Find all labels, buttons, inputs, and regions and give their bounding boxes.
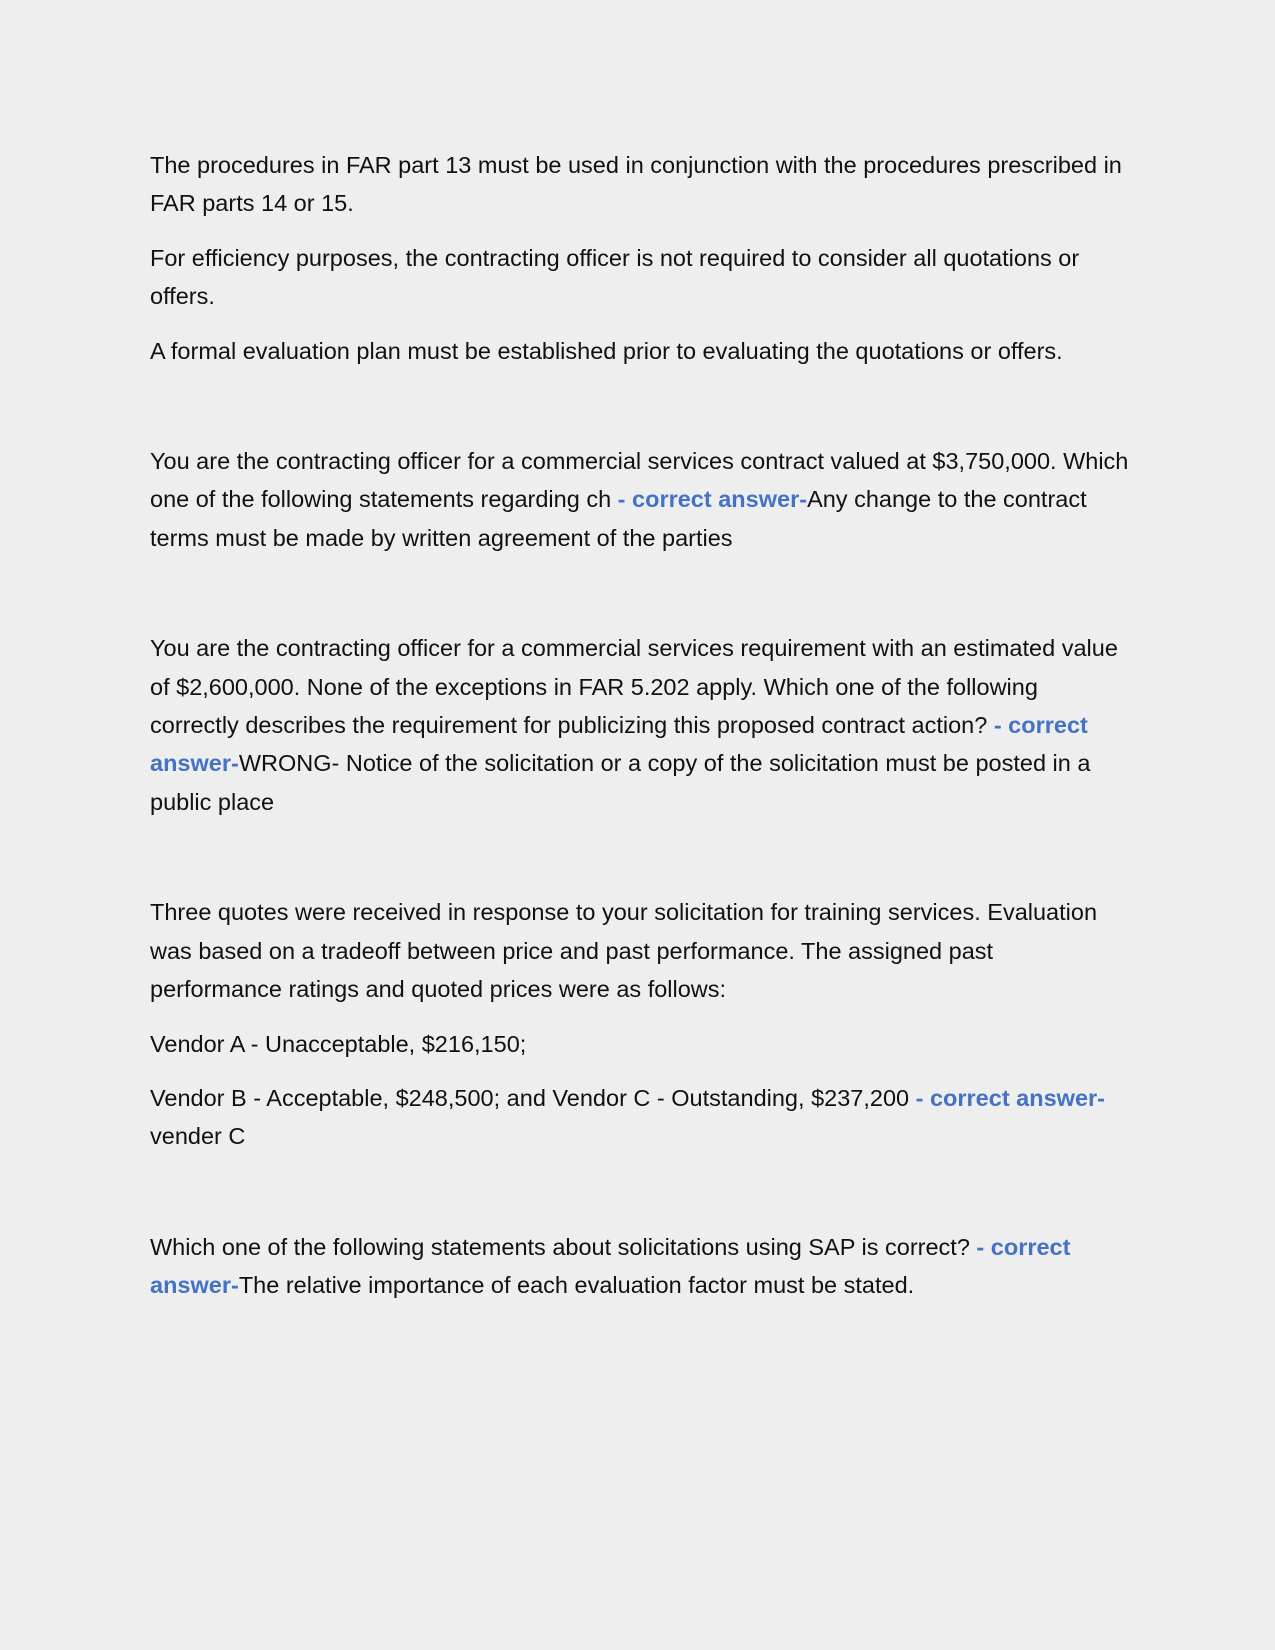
- question-item: [150, 629, 1130, 821]
- question-item: [150, 1228, 1130, 1305]
- option-text: A formal evaluation plan must be established prior to evaluating the quotations or offers.: [150, 337, 1063, 364]
- answer-text: The relative importance of each evaluation factor must be stated.: [238, 1272, 915, 1299]
- question-text: Which one of the following statements about solicitations using SAP is correct?: [150, 1233, 977, 1260]
- vendor-line: Vendor B - Acceptable, $248,500; and Vendor C - Outstanding, $237,200: [150, 1084, 916, 1111]
- option-text: For efficiency purposes, the contracting officer is not required to consider all quotations or offers.: [150, 244, 1080, 310]
- correct-answer-marker: - correct answer-: [150, 1233, 1071, 1299]
- question-item: [150, 442, 1130, 557]
- vendor-line: Vendor A - Unacceptable, $216,150;: [150, 1030, 527, 1057]
- question-text: You are the contracting officer for a commercial services requirement with an estimated value of $2,600,000. None of the exceptions in FAR 5.202 apply. Which one of the following correctly describes the requirement for publicizing this proposed contract action?: [150, 635, 1118, 739]
- answer-text: vender C: [150, 1123, 246, 1150]
- correct-answer-marker: - correct answer-: [150, 712, 1088, 777]
- answer-text: WRONG- Notice of the solicitation or a copy of the solicitation must be posted in a public place: [150, 750, 1091, 815]
- correct-answer-marker: - correct answer-: [915, 1084, 1105, 1111]
- question-item: [150, 1079, 1130, 1156]
- correct-answer-marker: - correct answer-: [617, 486, 808, 513]
- question-text: You are the contracting officer for a commercial services contract valued at $3,750,000. Which one of the following statements regarding ch: [150, 448, 1129, 513]
- answer-text: Any change to the contract terms must be made by written agreement of the parties: [150, 486, 1087, 551]
- document-page: [150, 146, 1130, 1305]
- option-text: The procedures in FAR part 13 must be used in conjunction with the procedures prescribed in FAR parts 14 or 15.: [150, 152, 1122, 217]
- question-text: Three quotes were received in response to your solicitation for training services. Evaluation was based on a tradeoff between price and past performance. The assigned past performance ratings and quoted prices were as follows:: [150, 899, 1098, 1003]
